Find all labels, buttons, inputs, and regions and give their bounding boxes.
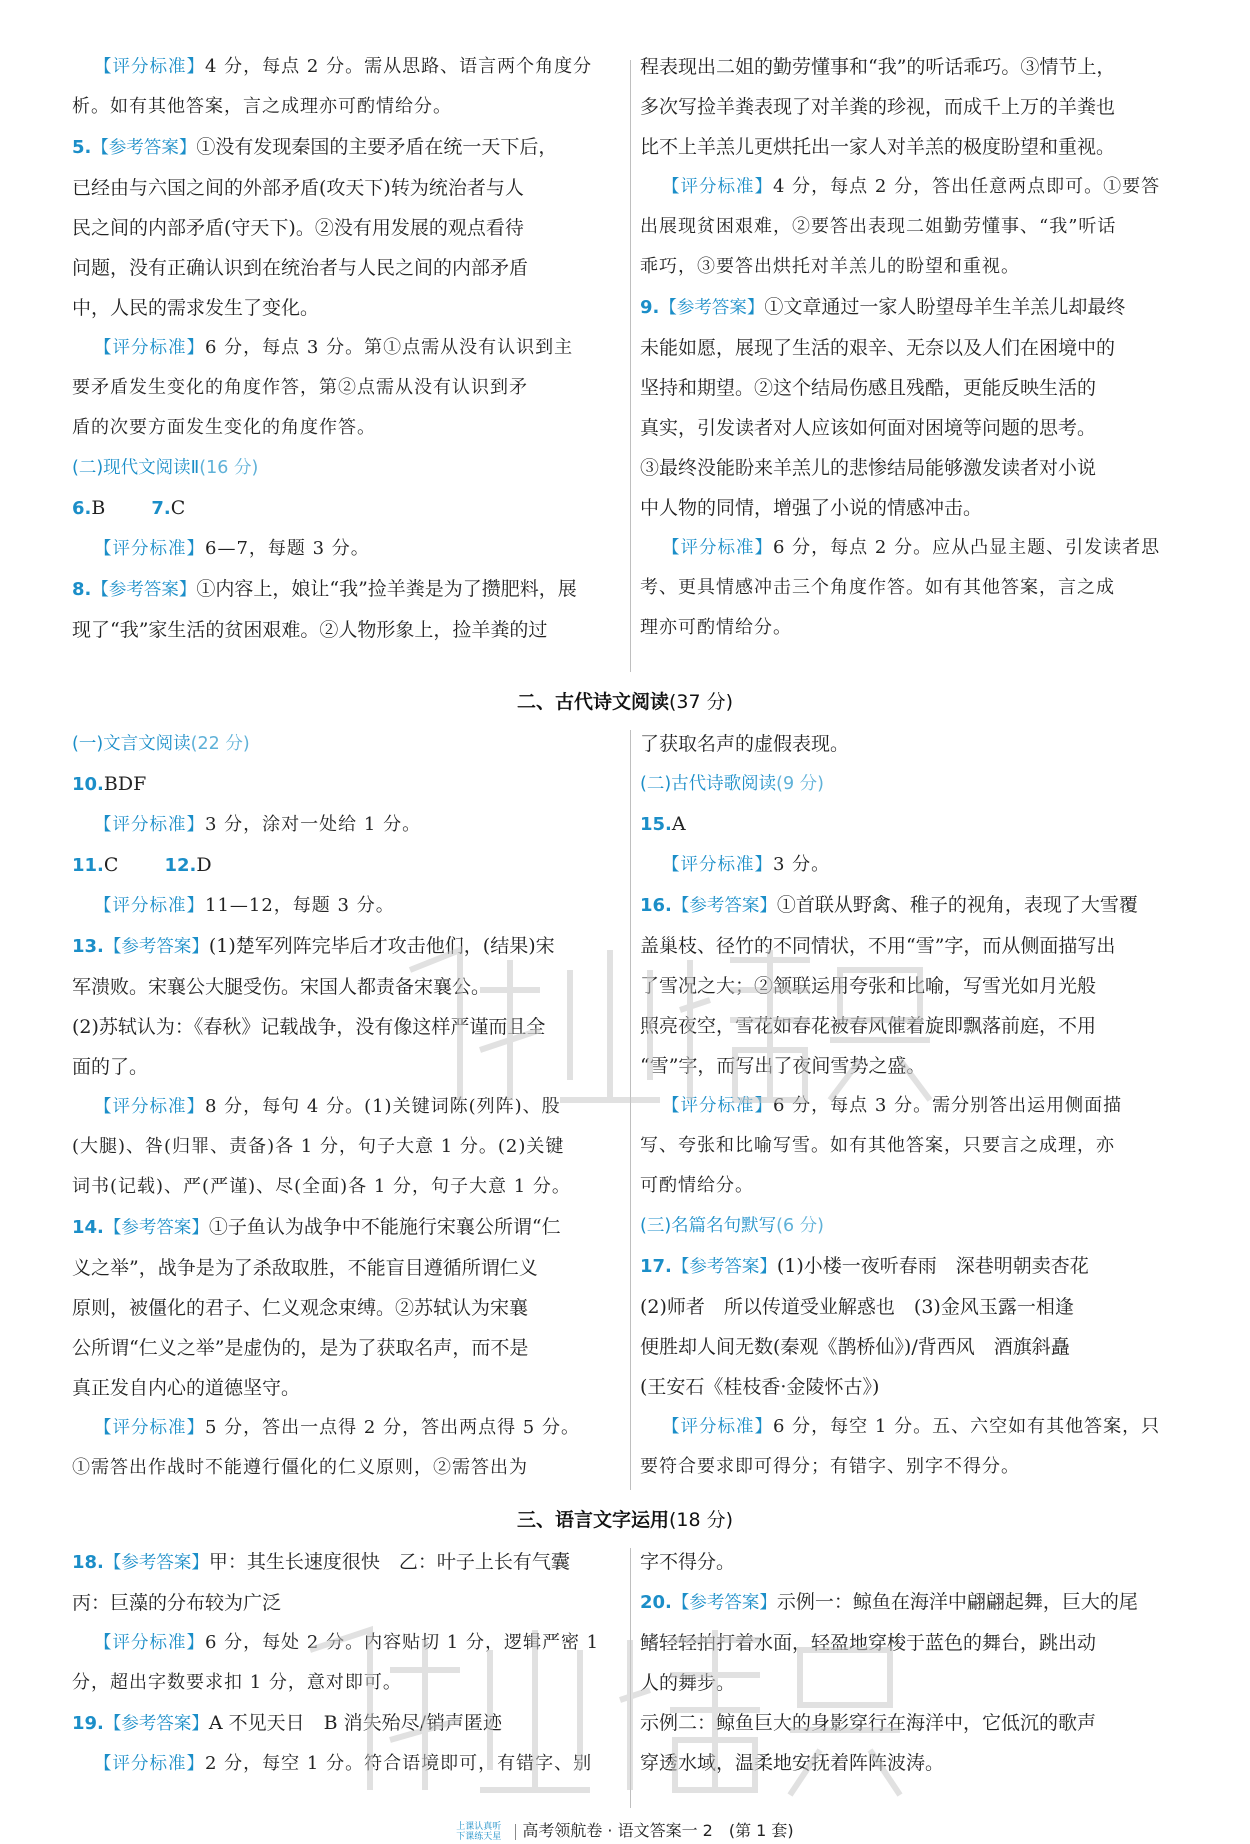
answer-line <box>640 885 1188 926</box>
line-text: 鳍轻轻拍打着水面，轻盈地穿梭于蓝色的舞台，跳出动 <box>640 1632 1097 1654</box>
answer-line <box>640 724 1188 764</box>
line-text: 3 分。 <box>773 854 831 875</box>
question-number: 7. <box>151 498 171 519</box>
line-text: 已经由与六国之间的外部矛盾(攻天下)转为统治者与人 <box>72 177 524 199</box>
section-label-score: (22 分) <box>190 734 250 754</box>
section-label-text: (二)现代文阅读Ⅱ <box>72 458 200 478</box>
scoring-tag: 【评分标准】 <box>94 1754 205 1774</box>
section-heading-ancient <box>0 682 1250 722</box>
answer-line <box>72 569 620 610</box>
answer-line <box>640 1663 1188 1703</box>
scoring-standard-line <box>72 805 620 845</box>
column-divider-top <box>630 60 631 672</box>
section-label <box>72 724 620 764</box>
answer-line <box>72 288 620 328</box>
section-label-score: (9 分) <box>776 774 825 794</box>
publisher-logo <box>456 1822 501 1842</box>
section-score: (37 分) <box>668 691 734 713</box>
line-text: 6 分，每点 2 分。应从凸显主题、引发读者思 <box>773 537 1161 558</box>
line-text: 面的了。 <box>72 1056 149 1078</box>
logo-line-1: 上课认真听 <box>456 1821 502 1832</box>
answer-line <box>640 1046 1188 1086</box>
answer-tag: 【参考答案】 <box>659 298 765 318</box>
page-footer <box>0 1818 1250 1840</box>
scoring-tag: 【评分标准】 <box>94 338 205 358</box>
answer-line <box>640 1287 1188 1327</box>
answer-line <box>72 1328 620 1368</box>
question-number: 12. <box>164 855 197 876</box>
section-score: (18 分) <box>668 1509 734 1531</box>
line-text: 军溃败。宋襄公大腿受伤。宋国人都责备宋襄公。 <box>72 976 491 998</box>
scoring-standard-line <box>72 368 620 408</box>
line-text: 6 分，每空 1 分。五、六空如有其他答案，只 <box>773 1416 1161 1437</box>
scoring-standard-line <box>640 568 1188 608</box>
answer-text: C <box>170 497 186 519</box>
line-text: 甲：其生长速度很快 乙：叶子上长有气囊 <box>208 1551 570 1573</box>
answer-line <box>640 408 1188 448</box>
left-column-mid <box>72 724 620 1488</box>
line-text: 6—7，每题 3 分。 <box>205 538 370 559</box>
line-text: 4 分，每点 2 分。需从思路、语言两个角度分 <box>205 56 593 77</box>
answer-line <box>72 208 620 248</box>
question-number: 18. <box>72 1552 104 1573</box>
question-number: 17. <box>640 1256 672 1277</box>
line-text: 4 分，每点 2 分，答出任意两点即可。①要答 <box>773 176 1161 197</box>
line-text: 原则，被僵化的君子、仁义观念束缚。②苏轼认为宋襄 <box>72 1297 529 1319</box>
right-column-bottom <box>640 1542 1188 1783</box>
scoring-standard-line <box>72 87 620 127</box>
section-title: 三、语言文字运用 <box>516 1509 669 1531</box>
line-text: ①需答出作战时不能遵行僵化的仁义原则，②需答出为 <box>72 1457 528 1478</box>
answer-line <box>640 1367 1188 1407</box>
logo-line-2: 下课练天星 <box>456 1831 502 1842</box>
line-text: ①首联从野禽、稚子的视角，表现了大雪覆 <box>776 894 1138 916</box>
answer-line <box>72 1207 620 1248</box>
section-label <box>72 448 620 488</box>
line-text: 了雪况之大；②颔联运用夸张和比喻，写雪光如月光般 <box>640 975 1097 997</box>
answer-line <box>640 1246 1188 1287</box>
answer-text: D <box>196 854 212 876</box>
answer-line <box>640 47 1188 87</box>
section-label-text: (二)古代诗歌阅读 <box>640 774 777 794</box>
line-text: 析。如有其他答案，言之成理亦可酌情给分。 <box>72 96 452 117</box>
line-text: (王安石《桂枝香·金陵怀古》) <box>640 1376 880 1398</box>
scoring-tag: 【评分标准】 <box>662 1417 773 1437</box>
scoring-standard-line <box>72 47 620 87</box>
line-text: 6 分，每处 2 分。内容贴切 1 分，逻辑严密 1 <box>205 1632 600 1653</box>
line-text: 便胜却人间无数(秦观《鹊桥仙》)/背西风 酒旗斜矗 <box>640 1336 1070 1358</box>
scoring-tag: 【评分标准】 <box>94 896 205 916</box>
answer-line <box>72 1583 620 1623</box>
answer-tag: 【参考答案】 <box>91 138 197 158</box>
question-number: 10. <box>72 774 104 795</box>
answer-line <box>640 1542 1188 1582</box>
answer-line <box>640 1743 1188 1783</box>
scoring-standard-line <box>640 247 1188 287</box>
scoring-standard-line <box>640 1166 1188 1206</box>
answer-line <box>640 1327 1188 1367</box>
answer-line <box>72 1368 620 1408</box>
answer-line <box>640 368 1188 408</box>
scoring-standard-line <box>72 1623 620 1663</box>
line-text: 示例二：鲸鱼巨大的身影穿行在海洋中，它低沉的歌声 <box>640 1712 1097 1734</box>
answer-tag: 【参考答案】 <box>671 1593 777 1613</box>
line-text: 照亮夜空，雪花如春花被春风催着旋即飘落前庭，不用 <box>640 1015 1097 1037</box>
line-text: (2)师者 所以传道受业解惑也 (3)金风玉露一相逢 <box>640 1296 1074 1318</box>
short-answer <box>640 804 1188 845</box>
answer-line <box>640 328 1188 368</box>
section-heading-language <box>0 1500 1250 1540</box>
line-text: ①内容上，娘让“我”捡羊粪是为了攒肥料，展 <box>196 578 577 600</box>
section-label-score: (16 分) <box>199 458 259 478</box>
scoring-standard-line <box>72 408 620 448</box>
line-text: A 不见天日 B 消失殆尽/销声匿迹 <box>208 1712 503 1734</box>
line-text: 理亦可酌情给分。 <box>640 617 792 638</box>
scoring-tag: 【评分标准】 <box>94 1097 205 1117</box>
line-text: 可酌情给分。 <box>640 1175 754 1196</box>
scoring-standard-line <box>72 1087 620 1127</box>
scoring-standard-line <box>640 528 1188 568</box>
section-title: 二、古代诗文阅读 <box>516 691 669 713</box>
scoring-standard-line <box>72 1744 620 1784</box>
scoring-tag: 【评分标准】 <box>662 538 773 558</box>
line-text: ①没有发现秦国的主要矛盾在统一天下后， <box>196 136 558 158</box>
answer-line <box>640 1582 1188 1623</box>
line-text: 2 分，每空 1 分。符合语境即可，有错字、别 <box>205 1753 593 1774</box>
scoring-tag: 【评分标准】 <box>662 177 773 197</box>
scoring-standard-line <box>72 1663 620 1703</box>
line-text: 民之间的内部矛盾(守天下)。②没有用发展的观点看待 <box>72 217 524 239</box>
question-number: 5. <box>72 137 92 158</box>
scoring-tag: 【评分标准】 <box>94 1633 205 1653</box>
left-column-top <box>72 47 620 650</box>
scoring-tag: 【评分标准】 <box>94 57 205 77</box>
answer-text: C <box>103 854 119 876</box>
scoring-standard-line <box>72 1127 620 1167</box>
line-text: 3 分，涂对一处给 1 分。 <box>205 814 422 835</box>
short-answer <box>72 845 620 886</box>
line-text: 出展现贫困艰难，②要答出表现二姐勤劳懂事、“我”听话 <box>640 216 1117 237</box>
answer-line <box>72 1007 620 1047</box>
answer-text: BDF <box>103 773 147 795</box>
scoring-standard-line <box>640 608 1188 648</box>
line-text: 字不得分。 <box>640 1551 736 1573</box>
section-label <box>640 764 1188 804</box>
line-text: 真实，引发读者对人应该如何面对困境等问题的思考。 <box>640 417 1097 439</box>
right-column-top <box>640 47 1188 648</box>
section-label-text: (三)名篇名句默写 <box>640 1216 777 1236</box>
line-text: 分，超出字数要求扣 1 分，意对即可。 <box>72 1672 402 1693</box>
question-number: 11. <box>72 855 104 876</box>
question-number: 9. <box>640 297 660 318</box>
question-number: 19. <box>72 1713 104 1734</box>
line-text: ③最终没能盼来羊羔儿的悲惨结局能够激发读者对小说 <box>640 457 1097 479</box>
line-text: (2)苏轼认为：《春秋》记载战争，没有像这样严谨而且全 <box>72 1016 546 1038</box>
answer-tag: 【参考答案】 <box>671 1257 777 1277</box>
answer-line <box>640 127 1188 167</box>
answer-line <box>72 1703 620 1744</box>
question-number: 14. <box>72 1217 104 1238</box>
question-number: 16. <box>640 895 672 916</box>
line-text: ①文章通过一家人盼望母羊生羊羔儿却最终 <box>764 296 1126 318</box>
line-text: 词书(记载)、严(严谨)、尽(全面)各 1 分，句子大意 1 分。 <box>72 1176 571 1197</box>
short-answer <box>72 488 620 529</box>
line-text: 义之举”，战争是为了杀敌取胜，不能盲目遵循所谓仁义 <box>72 1257 538 1279</box>
answer-line <box>72 248 620 288</box>
scoring-tag: 【评分标准】 <box>662 855 773 875</box>
answer-line <box>72 1047 620 1087</box>
section-label-text: (一)文言文阅读 <box>72 734 191 754</box>
line-text: 乖巧，③要答出烘托对羊羔儿的盼望和重视。 <box>640 256 1020 277</box>
line-text: 5 分，答出一点得 2 分，答出两点得 5 分。 <box>205 1417 580 1438</box>
answer-line <box>640 926 1188 966</box>
answer-line <box>640 87 1188 127</box>
question-number: 20. <box>640 1592 672 1613</box>
answer-line <box>640 488 1188 528</box>
answer-line <box>72 127 620 168</box>
line-text: 要符合要求即可得分；有错字、别字不得分。 <box>640 1456 1020 1477</box>
footer-separator <box>515 1824 516 1840</box>
line-text: 坚持和期望。②这个结局伤感且残酷，更能反映生活的 <box>640 377 1097 399</box>
question-number: 13. <box>72 936 104 957</box>
line-text: 盾的次要方面发生变化的角度作答。 <box>72 417 376 438</box>
line-text: 写、夸张和比喻写雪。如有其他答案，只要言之成理，亦 <box>640 1135 1115 1156</box>
left-column-bottom <box>72 1542 620 1784</box>
section-label-score: (6 分) <box>776 1216 825 1236</box>
short-answer <box>72 764 620 805</box>
scoring-standard-line <box>640 1086 1188 1126</box>
answer-line <box>72 926 620 967</box>
line-text: 考、更具情感冲击三个角度作答。如有其他答案，言之成 <box>640 577 1115 598</box>
answer-tag: 【参考答案】 <box>91 580 197 600</box>
scoring-standard-line <box>72 886 620 926</box>
answer-tag: 【参考答案】 <box>103 1553 209 1573</box>
answer-line <box>640 1006 1188 1046</box>
answer-text: B <box>91 497 106 519</box>
column-divider-mid <box>630 730 631 1490</box>
line-text: 公所谓“仁义之举”是虚伪的，是为了获取名声，而不是 <box>72 1337 529 1359</box>
line-text: ①子鱼认为战争中不能施行宋襄公所谓“仁 <box>208 1216 561 1238</box>
line-text: 真正发自内心的道德坚守。 <box>72 1377 301 1399</box>
line-text: 了获取名声的虚假表现。 <box>640 733 850 755</box>
scoring-standard-line <box>640 167 1188 207</box>
answer-tag: 【参考答案】 <box>103 1218 209 1238</box>
scoring-tag: 【评分标准】 <box>94 539 205 559</box>
scoring-standard-line <box>72 1408 620 1448</box>
question-number: 15. <box>640 814 672 835</box>
section-label <box>640 1206 1188 1246</box>
scoring-standard-line <box>72 1448 620 1488</box>
line-text: 8 分，每句 4 分。(1)关键词陈(列阵)、股 <box>205 1096 561 1117</box>
line-text: 问题，没有正确认识到在统治者与人民之间的内部矛盾 <box>72 257 529 279</box>
scoring-standard-line <box>640 845 1188 885</box>
answer-line <box>640 966 1188 1006</box>
answer-line <box>72 1542 620 1583</box>
line-text: 多次写捡羊粪表现了对羊粪的珍视，而成千上万的羊粪也 <box>640 96 1116 118</box>
line-text: 人的舞步。 <box>640 1672 736 1694</box>
question-number: 6. <box>72 498 92 519</box>
answer-line <box>72 1288 620 1328</box>
line-text: 现了“我”家生活的贫困艰难。②人物形象上，捡羊粪的过 <box>72 619 548 641</box>
line-text: 要矛盾发生变化的角度作答，第②点需从没有认识到矛 <box>72 377 528 398</box>
line-text: 中人物的同情，增强了小说的情感冲击。 <box>640 497 983 519</box>
line-text: 11—12，每题 3 分。 <box>205 895 395 916</box>
line-text: 穿透水域，温柔地安抚着阵阵波涛。 <box>640 1752 945 1774</box>
answer-line <box>72 1248 620 1288</box>
answer-line <box>640 1623 1188 1663</box>
footer-text: 高考领航卷 · 语文答案一 2 (第 1 套) <box>522 1821 794 1840</box>
answer-line <box>640 287 1188 328</box>
scoring-tag: 【评分标准】 <box>94 815 205 835</box>
answer-tag: 【参考答案】 <box>671 896 777 916</box>
line-text: 6 分，每点 3 分。第①点需从没有认识到主 <box>205 337 574 358</box>
scoring-standard-line <box>72 529 620 569</box>
line-text: (1)小楼一夜听春雨 深巷明朝卖杏花 <box>776 1255 1089 1277</box>
answer-text: A <box>671 813 686 835</box>
line-text: (1)楚军列阵完毕后才攻击他们，(结果)宋 <box>208 935 555 957</box>
answer-tag: 【参考答案】 <box>103 937 209 957</box>
line-text: 中，人民的需求发生了变化。 <box>72 297 320 319</box>
line-text: (大腿)、咎(归罪、责备)各 1 分，句子大意 1 分。(2)关键 <box>72 1136 565 1157</box>
right-column-mid <box>640 724 1188 1487</box>
answer-line <box>72 967 620 1007</box>
scoring-standard-line <box>640 207 1188 247</box>
line-text: 盖巢枝、径竹的不同情状，不用“雪”字，而从侧面描写出 <box>640 935 1116 957</box>
scoring-standard-line <box>640 1407 1188 1447</box>
line-text: 6 分，每点 3 分。需分别答出运用侧面描 <box>773 1095 1123 1116</box>
line-text: 丙：巨藻的分布较为广泛 <box>72 1592 282 1614</box>
scoring-standard-line <box>72 1167 620 1207</box>
answer-line <box>72 610 620 650</box>
line-text: “雪”字，而写出了夜间雪势之盛。 <box>640 1055 926 1077</box>
scoring-standard-line <box>640 1126 1188 1166</box>
scoring-standard-line <box>72 328 620 368</box>
line-text: 未能如愿，展现了生活的艰辛、无奈以及人们在困境中的 <box>640 337 1116 359</box>
answer-line <box>72 168 620 208</box>
scoring-tag: 【评分标准】 <box>94 1418 205 1438</box>
answer-tag: 【参考答案】 <box>103 1714 209 1734</box>
line-text: 程表现出二姐的勤劳懂事和“我”的听话乖巧。③情节上， <box>640 56 1116 78</box>
scoring-tag: 【评分标准】 <box>662 1096 773 1116</box>
answer-line <box>640 1703 1188 1743</box>
answer-line <box>640 448 1188 488</box>
column-divider-bottom <box>630 1548 631 1808</box>
scoring-standard-line <box>640 1447 1188 1487</box>
question-number: 8. <box>72 579 92 600</box>
line-text: 比不上羊羔儿更烘托出一家人对羊羔的极度盼望和重视。 <box>640 136 1116 158</box>
line-text: 示例一：鲸鱼在海洋中翩翩起舞，巨大的尾 <box>776 1591 1138 1613</box>
